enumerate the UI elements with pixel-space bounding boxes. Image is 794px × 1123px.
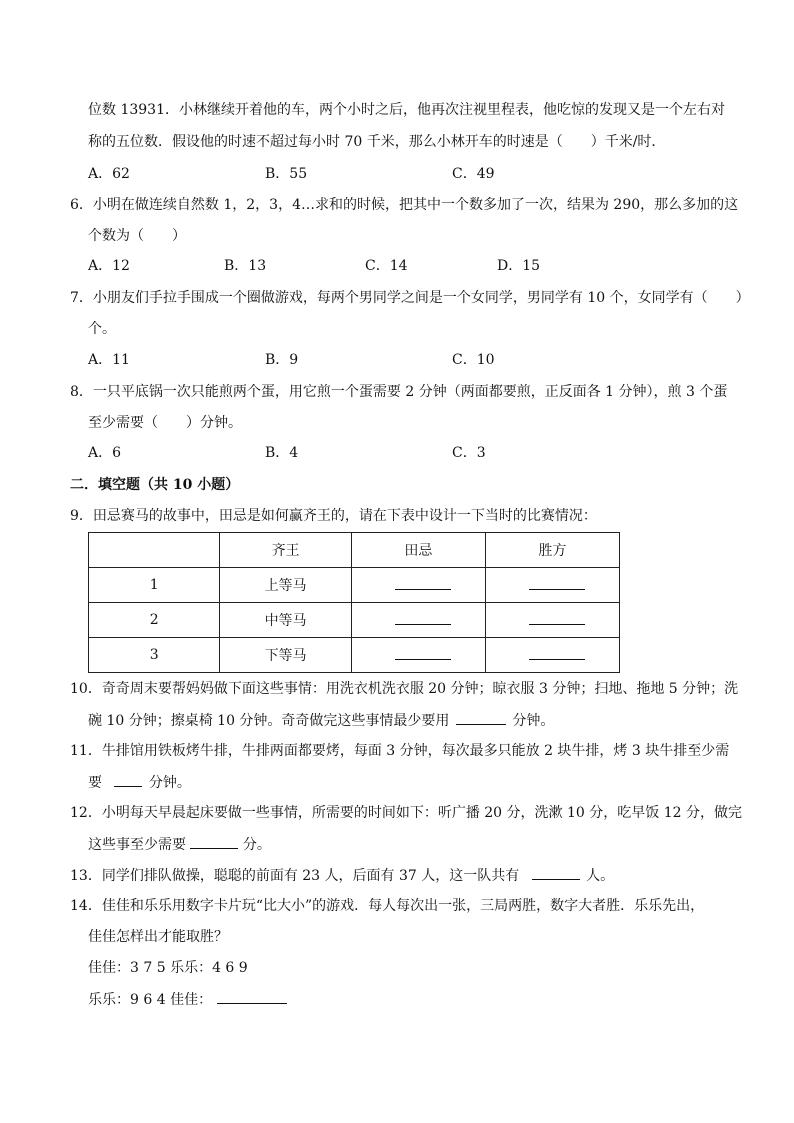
q13-line xyxy=(70,865,614,886)
winner-answer-cell[interactable] xyxy=(485,568,619,603)
q10-line-2 xyxy=(88,710,554,731)
answer-blank[interactable] xyxy=(456,710,506,725)
q9-text: 9．田忌赛马的故事中，田忌是如何赢齐王的，请在下表中设计一下当时的比赛情况： xyxy=(70,508,597,524)
answer-blank[interactable] xyxy=(114,772,142,787)
q11-line-1: 11．牛排馆用铁板烤牛排，牛排两面都要烤，每面 3 分钟，每次最多只能放 2 块牛排，烤 3 块牛排至少需 xyxy=(70,743,730,759)
tianji-answer-cell[interactable] xyxy=(351,568,485,603)
q6-option-a: A．12 xyxy=(88,258,130,274)
q12-line-2 xyxy=(88,834,271,855)
header-cell-qiwang: 齐王 xyxy=(220,533,351,568)
q11-text-b: 分钟。 xyxy=(148,775,191,791)
q7-line-2: 个。 xyxy=(88,321,116,337)
q10-line-1: 10．奇奇周末要帮妈妈做下面这些事情：用洗衣机洗衣服 20 分钟；晾衣服 3 分钟；扫地、拖地 5 分钟；洗 xyxy=(70,681,739,697)
q8-option-b: B．4 xyxy=(265,445,299,461)
tianji-answer-cell[interactable] xyxy=(351,638,485,673)
qiwang-horse: 中等马 xyxy=(220,603,351,638)
q12-text-b: 分。 xyxy=(242,837,271,853)
q11-text-a: 要 xyxy=(88,775,102,791)
q5-line-1: 位数 13931．小林继续开着他的车，两个小时之后，他再次注视里程表，他吃惊的发现又是一个左右对 xyxy=(88,102,725,118)
q7-option-c: C．10 xyxy=(452,352,495,368)
row-number: 2 xyxy=(89,603,220,638)
q7-line-1: 7．小朋友们手拉手围成一个圈做游戏，每两个男同学之间是一个女同学，男同学有 10 个，女同学有（ ） xyxy=(70,290,750,306)
answer-blank[interactable] xyxy=(529,577,585,590)
header-cell-tianji: 田忌 xyxy=(351,533,485,568)
answer-blank[interactable] xyxy=(395,577,451,590)
q6-option-b: B．13 xyxy=(224,258,267,274)
q7-option-a: A．11 xyxy=(88,352,130,368)
qiwang-horse: 上等马 xyxy=(220,568,351,603)
q6-line-1: 6．小明在做连续自然数 1，2，3，4…求和的时候，把其中一个数多加了一次，结果为 290，那么多加的这 xyxy=(70,197,739,213)
section-heading-fill-in: 二．填空题（共 10 小题） xyxy=(70,477,240,493)
answer-blank[interactable] xyxy=(395,612,451,625)
q8-line-2: 至少需要（ ）分钟。 xyxy=(88,415,242,431)
q6-line-2: 个数为（ ） xyxy=(88,228,186,244)
q10-text-b: 分钟。 xyxy=(512,713,555,729)
q5-option-c: C．49 xyxy=(452,166,495,182)
q14-text-a: 乐乐：9 6 4 佳佳： xyxy=(88,992,213,1008)
q5-option-b: B．55 xyxy=(265,166,308,182)
q6-option-d: D．15 xyxy=(497,258,541,274)
q7-option-b: B．9 xyxy=(265,352,299,368)
row-number: 3 xyxy=(89,638,220,673)
header-cell-winner: 胜方 xyxy=(485,533,619,568)
q8-option-a: A．6 xyxy=(88,445,122,461)
q14-line-3: 佳佳：3 7 5 乐乐：4 6 9 xyxy=(88,960,248,976)
winner-answer-cell[interactable] xyxy=(485,603,619,638)
q14-line-4 xyxy=(88,989,287,1010)
q8-option-c: C．3 xyxy=(452,445,486,461)
answer-blank[interactable] xyxy=(190,834,238,849)
table-row xyxy=(89,603,620,638)
answer-blank[interactable] xyxy=(529,647,585,660)
q13-text-a: 13．同学们排队做操，聪聪的前面有 23 人，后面有 37 人，这一队共有 xyxy=(70,868,520,884)
answer-blank[interactable] xyxy=(529,612,585,625)
q5-option-a: A．62 xyxy=(88,166,130,182)
table-row xyxy=(89,638,620,673)
answer-blank[interactable] xyxy=(217,989,287,1004)
q6-option-c: C．14 xyxy=(365,258,408,274)
winner-answer-cell[interactable] xyxy=(485,638,619,673)
header-cell-blank xyxy=(89,533,220,568)
table-header-row xyxy=(89,533,620,568)
q12-text-a: 这些事至少需要 xyxy=(88,837,186,853)
answer-blank[interactable] xyxy=(532,865,580,880)
row-number: 1 xyxy=(89,568,220,603)
answer-blank[interactable] xyxy=(395,647,451,660)
q5-line-2: 称的五位数．假设他的时速不超过每小时 70 千米，那么小林开车的时速是（ ）千米/时． xyxy=(88,134,666,150)
table-row xyxy=(89,568,620,603)
horse-race-table xyxy=(88,532,620,673)
q14-line-1: 14．佳佳和乐乐用数字卡片玩“比大小”的游戏．每人每次出一张，三局两胜，数字大者胜．乐乐先出， xyxy=(70,898,705,914)
q13-text-b: 人。 xyxy=(586,868,615,884)
q8-line-1: 8．一只平底锅一次只能煎两个蛋，用它煎一个蛋需要 2 分钟（两面都要煎，正反面各 1 分钟），煎 3 个蛋 xyxy=(70,384,728,400)
q14-line-2: 佳佳怎样出才能取胜？ xyxy=(88,929,228,945)
qiwang-horse: 下等马 xyxy=(220,638,351,673)
q10-text-a: 碗 10 分钟；擦桌椅 10 分钟。奇奇做完这些事情最少要用 xyxy=(88,713,450,729)
q12-line-1: 12．小明每天早晨起床要做一些事情，所需要的时间如下：听广播 20 分，洗漱 10 分，吃早饭 12 分，做完 xyxy=(70,805,742,821)
tianji-answer-cell[interactable] xyxy=(351,603,485,638)
q11-line-2 xyxy=(88,772,191,793)
